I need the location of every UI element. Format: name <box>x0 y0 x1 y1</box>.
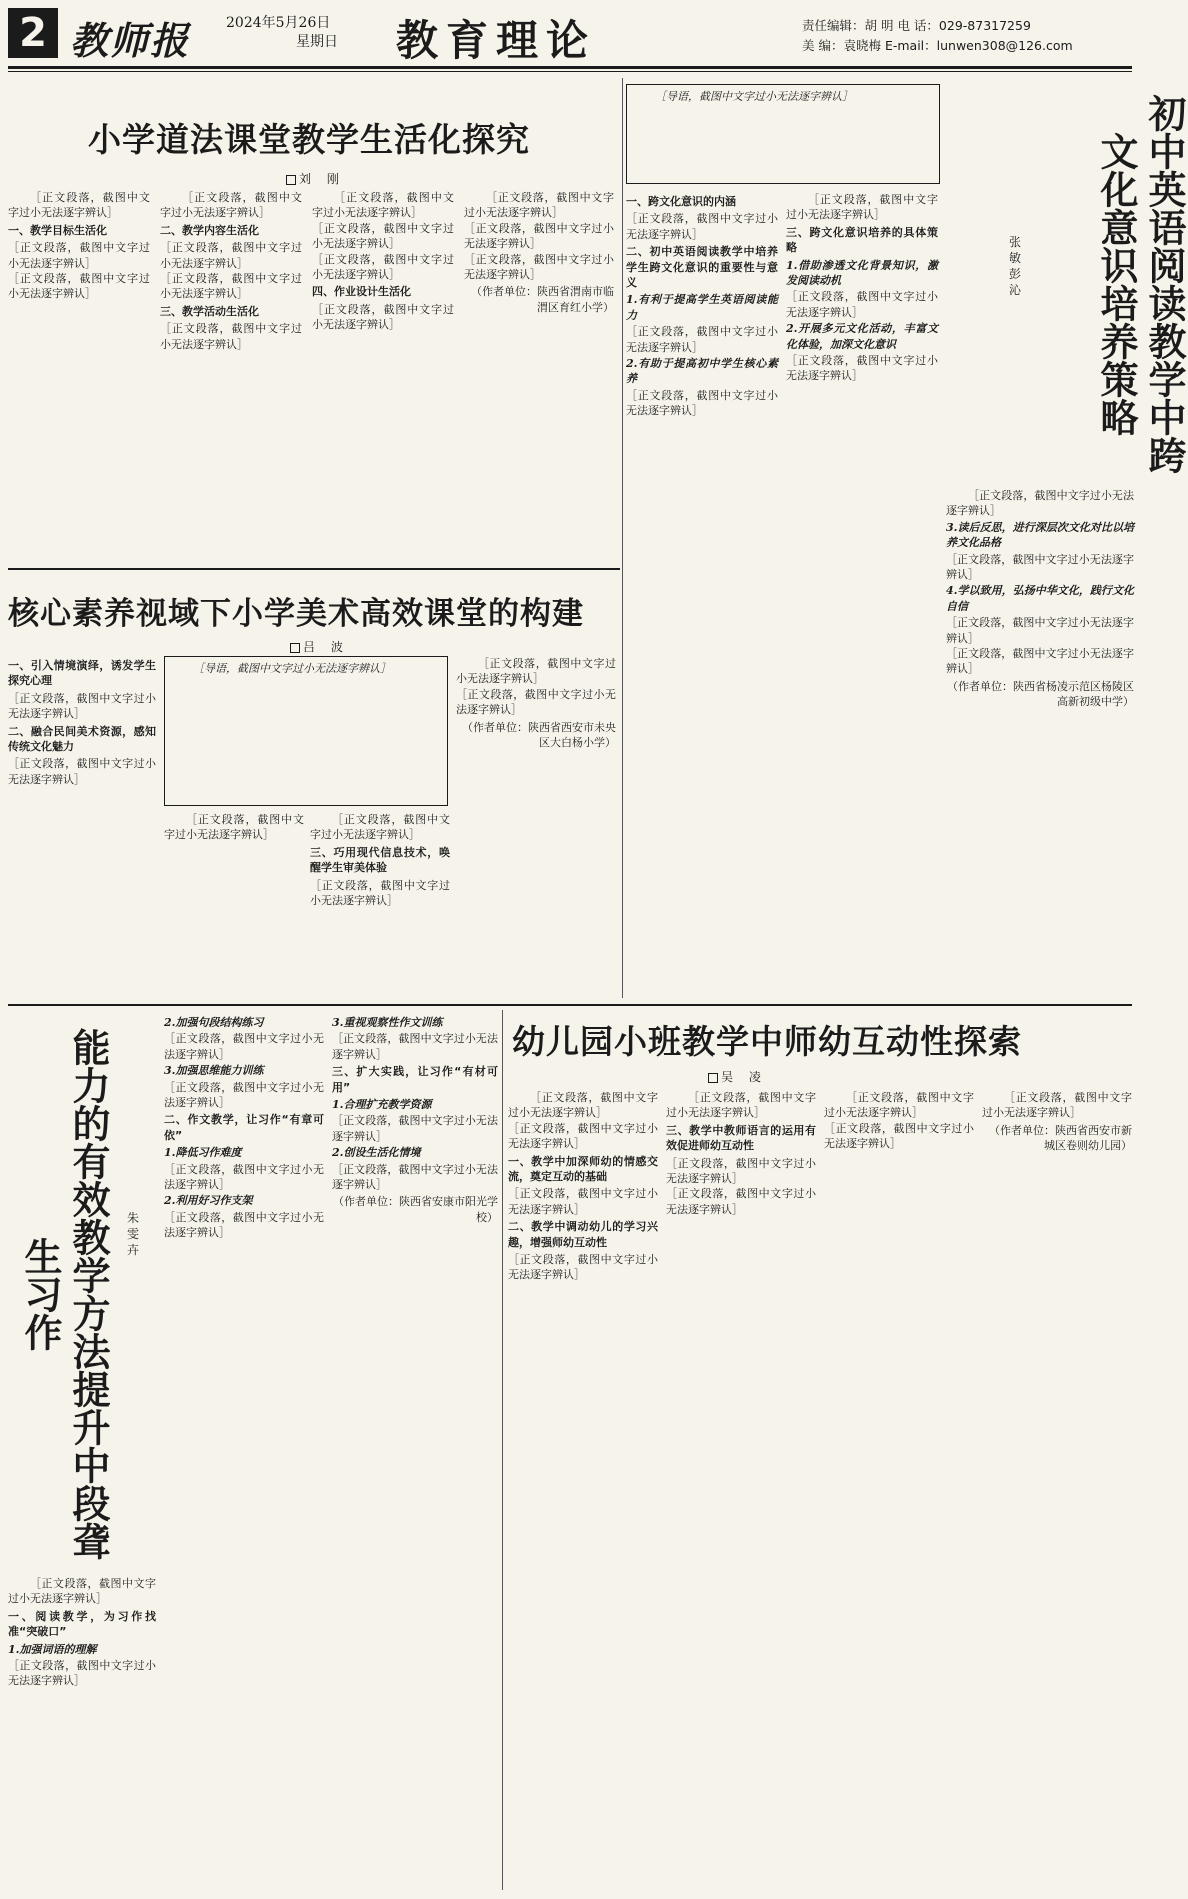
column: ［正文段落，截图中文字过小无法逐字辨认］ （作者单位：陕西省西安市新城区卷则幼儿园） <box>982 1091 1132 1153</box>
column: ［正文段落，截图中文字过小无法逐字辨认］ 三、巧用现代信息技术，唤醒学生审美体验 ［正文段落，截图中文字过小无法逐字辨认］ <box>310 813 450 908</box>
subheading: 一、教学目标生活化 <box>8 223 107 237</box>
headline: 能力的有效教学方法提升中段聋生习作 <box>18 1028 110 1560</box>
section-title: 教育理论 <box>396 16 597 65</box>
editor-credits <box>802 16 1073 56</box>
subheading-minor: 3.重视观察性作文训练 <box>332 1016 443 1029</box>
subheading: 二、初中英语阅读教学中培养学生跨文化意识的重要性与意义 <box>626 245 778 290</box>
subheading: 一、教学中加深师幼的情感交流，奠定互动的基础 <box>508 1154 658 1184</box>
weekday-text: 星期日 <box>296 34 338 50</box>
divider <box>8 568 620 570</box>
column: ［正文段落，截图中文字过小无法逐字辨认］ 一、教学目标生活化 ［正文段落，截图中文字过小无法逐字辨认］ ［正文段落，截图中文字过小无法逐字辨认］ <box>8 191 150 301</box>
header-rule <box>8 66 1132 69</box>
author-unit: （作者单位：陕西省杨凌示范区杨陵区高新初级中学） <box>947 679 1134 709</box>
headline: 核心素养视域下小学美术高效课堂的构建 <box>8 596 584 632</box>
headline: 幼儿园小班教学中师幼互动性探索 <box>512 1022 1022 1061</box>
masthead-logo: 教师报 <box>70 18 191 63</box>
vertical-headline <box>8 1010 160 1570</box>
article-kindergarten <box>508 1010 1134 1890</box>
intro-box <box>626 84 940 184</box>
column: ［正文段落，截图中文字过小无法逐字辨认］ 二、教学内容生活化 ［正文段落，截图中文字过小无法逐字辨认］ ［正文段落，截图中文字过小无法逐字辨认］ 三、教学活动生活化 ［正文段落，截图中文字过小无法逐字辨认］ <box>160 191 302 351</box>
column: 3.重视观察性作文训练 ［正文段落，截图中文字过小无法逐字辨认］ 三、扩大实践，让习作“有材可用” 1.合理扩充教学资源 ［正文段落，截图中文字过小无法逐字辨认］ 2.创设生活化情境 ［正文段落，截图中文字过小无法逐字辨认］ （作者单位：陕西省安康市阳光学校） <box>332 1016 498 1224</box>
headline: 初中英语阅读教学中跨文化意识培养策略 <box>1094 94 1186 474</box>
subheading-minor: 3.加强思维能力训练 <box>164 1064 264 1078</box>
column: 一、引入情境演绎，诱发学生探究心理 ［正文段落，截图中文字过小无法逐字辨认］ 二、融合民间美术资源，感知传统文化魅力 ［正文段落，截图中文字过小无法逐字辨认］ <box>8 659 156 786</box>
column: ［正文段落，截图中文字过小无法逐字辨认］ 一、阅读教学，为习作找准“突破口” 1.加强词语的理解 ［正文段落，截图中文字过小无法逐字辨认］ <box>8 1577 156 1688</box>
column: ［正文段落，截图中文字过小无法逐字辨认］ ［正文段落，截图中文字过小无法逐字辨认］ ［正文段落，截图中文字过小无法逐字辨认］ 四、作业设计生活化 ［正文段落，截图中文字过小无法逐字辨认］ <box>312 191 454 332</box>
column-rule <box>502 1010 503 1890</box>
subheading-minor: 2.开展多元文化活动，丰富文化体验，加深文化意识 <box>786 322 938 351</box>
subheading: 三、教学中教师语言的运用有效促进师幼互动性 <box>666 1123 816 1153</box>
column: ［正文段落，截图中文字过小无法逐字辨认］ ［正文段落，截图中文字过小无法逐字辨认］ 一、教学中加深师幼的情感交流，奠定互动的基础 ［正文段落，截图中文字过小无法逐字辨认］ 二、教学中调动幼儿的学习兴趣，增强师幼互动性 ［正文段落，截图中文字过小无法逐字辨认］ <box>508 1091 658 1282</box>
subheading-minor: 1.合理扩充教学资源 <box>332 1098 432 1112</box>
column-rule <box>622 78 623 998</box>
column: ［正文段落，截图中文字过小无法逐字辨认］ 3.读后反思，进行深层次文化对比以培养文化品格 ［正文段落，截图中文字过小无法逐字辨认］ 4.学以致用，弘扬中华文化，践行文化自信 ［正文段落，截图中文字过小无法逐字辨认］ ［正文段落，截图中文字过小无法逐字辨认］ （作者单位：陕西省杨凌示范区杨陵区高新初级中学） <box>946 489 1134 709</box>
issue-date <box>226 14 338 52</box>
page-header <box>0 0 1140 70</box>
author-unit: （作者单位：陕西省西安市新城区卷则幼儿园） <box>989 1123 1132 1153</box>
column: ［正文段落，截图中文字过小无法逐字辨认］ 三、教学中教师语言的运用有效促进师幼互动性 ［正文段落，截图中文字过小无法逐字辨认］ ［正文段落，截图中文字过小无法逐字辨认］ <box>666 1091 816 1216</box>
byline: 刘 刚 <box>286 170 345 187</box>
date-text: 2024年5月26日 <box>226 15 331 31</box>
author-unit: （作者单位：陕西省西安市未央区大白杨小学） <box>462 720 616 750</box>
subheading-minor: 2.利用好习作支架 <box>164 1194 253 1208</box>
author-unit: （作者单位：陕西省安康市阳光学校） <box>333 1195 498 1224</box>
headline: 小学道法课堂教学生活化探究 <box>88 120 530 159</box>
subheading-minor: 1.加强词语的理解 <box>8 1642 97 1656</box>
byline: 朱 雯 卉 <box>126 1211 139 1257</box>
subheading: 三、扩大实践，让习作“有材可用” <box>332 1065 498 1094</box>
article-art <box>8 574 616 1002</box>
subheading-minor: 1.有利于提高学生英语阅读能力 <box>626 293 778 322</box>
subheading-minor: 2.加强句段结构练习 <box>164 1016 264 1029</box>
subheading-minor: 1.降低习作难度 <box>164 1146 242 1160</box>
subheading-minor: 4.学以致用，弘扬中华文化，践行文化自信 <box>946 584 1134 613</box>
subheading-minor: 1.借助渗透文化背景知识，激发阅读动机 <box>786 258 938 288</box>
subheading: 二、教学内容生活化 <box>160 223 259 237</box>
divider <box>8 1004 1132 1006</box>
subheading-minor: 3.读后反思，进行深层次文化对比以培养文化品格 <box>946 520 1134 550</box>
column: 一、跨文化意识的内涵 ［正文段落，截图中文字过小无法逐字辨认］ 二、初中英语阅读教学中培养学生跨文化意识的重要性与意义 1.有利于提高学生英语阅读能力 ［正文段落，截图中文字过小无法逐字辨认］ 2.有助于提高初中学生核心素养 ［正文段落，截图中文字过小无法逐字辨认］ <box>626 195 778 418</box>
subheading: 一、引入情境演绎，诱发学生探究心理 <box>8 659 156 688</box>
subheading: 一、阅读教学，为习作找准“突破口” <box>8 1609 156 1639</box>
column: ［正文段落，截图中文字过小无法逐字辨认］ ［正文段落，截图中文字过小无法逐字辨认］ （作者单位：陕西省西安市未央区大白杨小学） <box>456 657 616 750</box>
article-daofa <box>8 78 616 566</box>
column: ［正文段落，截图中文字过小无法逐字辨认］ <box>164 813 304 842</box>
byline: 吴 凌 <box>708 1068 767 1085</box>
subheading: 三、跨文化意识培养的具体策略 <box>786 225 938 255</box>
author-unit: （作者单位：陕西省渭南市临渭区育红小学） <box>471 285 614 314</box>
chief-editor: 责任编辑：胡 明 电 话：029-87317259 <box>802 18 1031 33</box>
subheading-minor: 2.有助于提高初中学生核心素养 <box>626 357 778 386</box>
intro-text: ［导语，截图中文字过小无法逐字辨认］ <box>655 90 853 103</box>
byline: 吕 波 <box>290 638 349 655</box>
subheading: 三、教学活动生活化 <box>160 304 259 318</box>
subheading: 一、跨文化意识的内涵 <box>626 195 736 208</box>
page-number: 2 <box>8 8 58 58</box>
intro-box <box>164 656 448 806</box>
subheading: 四、作业设计生活化 <box>312 285 411 299</box>
vertical-headline <box>956 84 1186 484</box>
intro-text: ［导语，截图中文字过小无法逐字辨认］ <box>193 662 391 675</box>
art-editor: 美 编：袁晓梅 E-mail：lunwen308@126.com <box>802 38 1073 53</box>
subheading: 三、巧用现代信息技术，唤醒学生审美体验 <box>310 845 450 875</box>
article-writing <box>8 1010 498 1890</box>
column: ［正文段落，截图中文字过小无法逐字辨认］ 三、跨文化意识培养的具体策略 1.借助渗透文化背景知识，激发阅读动机 ［正文段落，截图中文字过小无法逐字辨认］ 2.开展多元文化活动，丰富文化体验，加深文化意识 ［正文段落，截图中文字过小无法逐字辨认］ <box>786 193 938 383</box>
column: ［正文段落，截图中文字过小无法逐字辨认］ ［正文段落，截图中文字过小无法逐字辨认］ ［正文段落，截图中文字过小无法逐字辨认］ （作者单位：陕西省渭南市临渭区育红小学） <box>464 191 614 314</box>
subheading: 二、融合民间美术资源，感知传统文化魅力 <box>8 724 156 754</box>
subheading-minor: 2.创设生活化情境 <box>332 1146 421 1160</box>
header-rule-thin <box>8 71 1132 72</box>
article-english <box>626 78 1186 998</box>
subheading: 二、作文教学，让习作“有章可依” <box>164 1113 324 1142</box>
column: 2.加强句段结构练习 ［正文段落，截图中文字过小无法逐字辨认］ 3.加强思维能力训练 ［正文段落，截图中文字过小无法逐字辨认］ 二、作文教学，让习作“有章可依” 1.降低习作难度 ［正文段落，截图中文字过小无法逐字辨认］ 2.利用好习作支架 ［正文段落，截图中文字过小无法逐字辨认］ <box>164 1016 324 1240</box>
subheading: 二、教学中调动幼儿的学习兴趣，增强师幼互动性 <box>508 1220 658 1249</box>
column: ［正文段落，截图中文字过小无法逐字辨认］ ［正文段落，截图中文字过小无法逐字辨认］ <box>824 1091 974 1151</box>
byline: 张 敏 彭 沁 <box>1008 235 1021 297</box>
